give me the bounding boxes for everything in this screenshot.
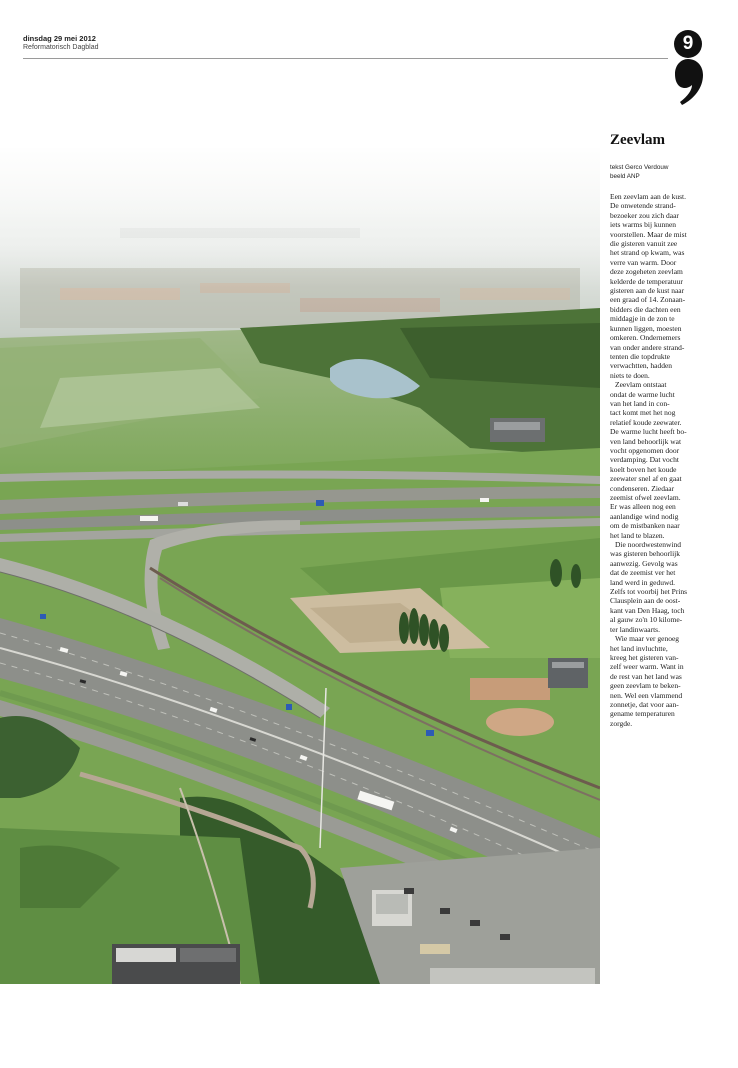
article-paragraph: Die noordwestenwind was gisteren behoorlijk aanwezig. Gevolg was dat de zeemist ver het land werd in geduwd. Zelfs tot voorbij het Prins Clausplein aan de oost- kant van Den Haag, toch al gauw zo'n 10 kilome- ter landinwaarts. <box>610 540 688 634</box>
article-paragraph: Wie maar ver genoeg het land invluchtte, kreeg het gisteren van- zelf weer warm. Want in de rest van het land was geen zeevlam te beken- nen. Wel een vlammend zonnetje, dat voor aan- gename temperaturen zorgde. <box>610 634 684 728</box>
page-header <box>23 34 668 52</box>
page-badge <box>674 30 704 108</box>
article <box>610 131 710 728</box>
article-body <box>610 192 710 728</box>
page-number: 9 <box>674 30 702 58</box>
article-headline: Zeevlam <box>610 132 665 148</box>
header-rule <box>23 58 668 59</box>
issue-date: dinsdag 29 mei 2012 <box>23 34 96 43</box>
article-paragraph: Een zeevlam aan de kust. De onwetende strand- bezoeker zou zich daar iets warms bij kunnen voorstellen. Maar de mist die gisteren vanuit zee het strand op kwam, was verre van warm. Door deze zogeheten zeevlam kelderde de temperatuur gisteren aan de kust naar een graad of 14. Zonaan- bidders die dachten een middagje in de zon te kunnen liggen, moesten omkeren. Ondernemers van onder andere strand- tenten die topdrukte verwachtten, hadden niets te doen. <box>610 192 687 380</box>
text-credit: tekst Gerco Verdouw <box>610 164 669 171</box>
article-credits <box>610 163 710 181</box>
aerial-photo <box>0 148 600 984</box>
comma-icon <box>674 57 704 107</box>
article-paragraph: Zeevlam ontstaat ondat de warme lucht van het land in con- tact komt met het nog relatief koude zeewater. De warme lucht heeft bo- ven land behoorlijk wat vocht opgenomen door verdamping. Dat vocht koelt boven het koude zeewater snel af en gaat condenseren. Ziedaar zeemist ofwel zeevlam. Er was alleen nog een aanlandige wind nodig om de mistbanken naar het land te blazen. <box>610 380 687 540</box>
newspaper-name: Reformatorisch Dagblad <box>23 44 99 51</box>
aerial-photo-illustration <box>0 148 600 984</box>
image-credit: beeld ANP <box>610 173 640 180</box>
